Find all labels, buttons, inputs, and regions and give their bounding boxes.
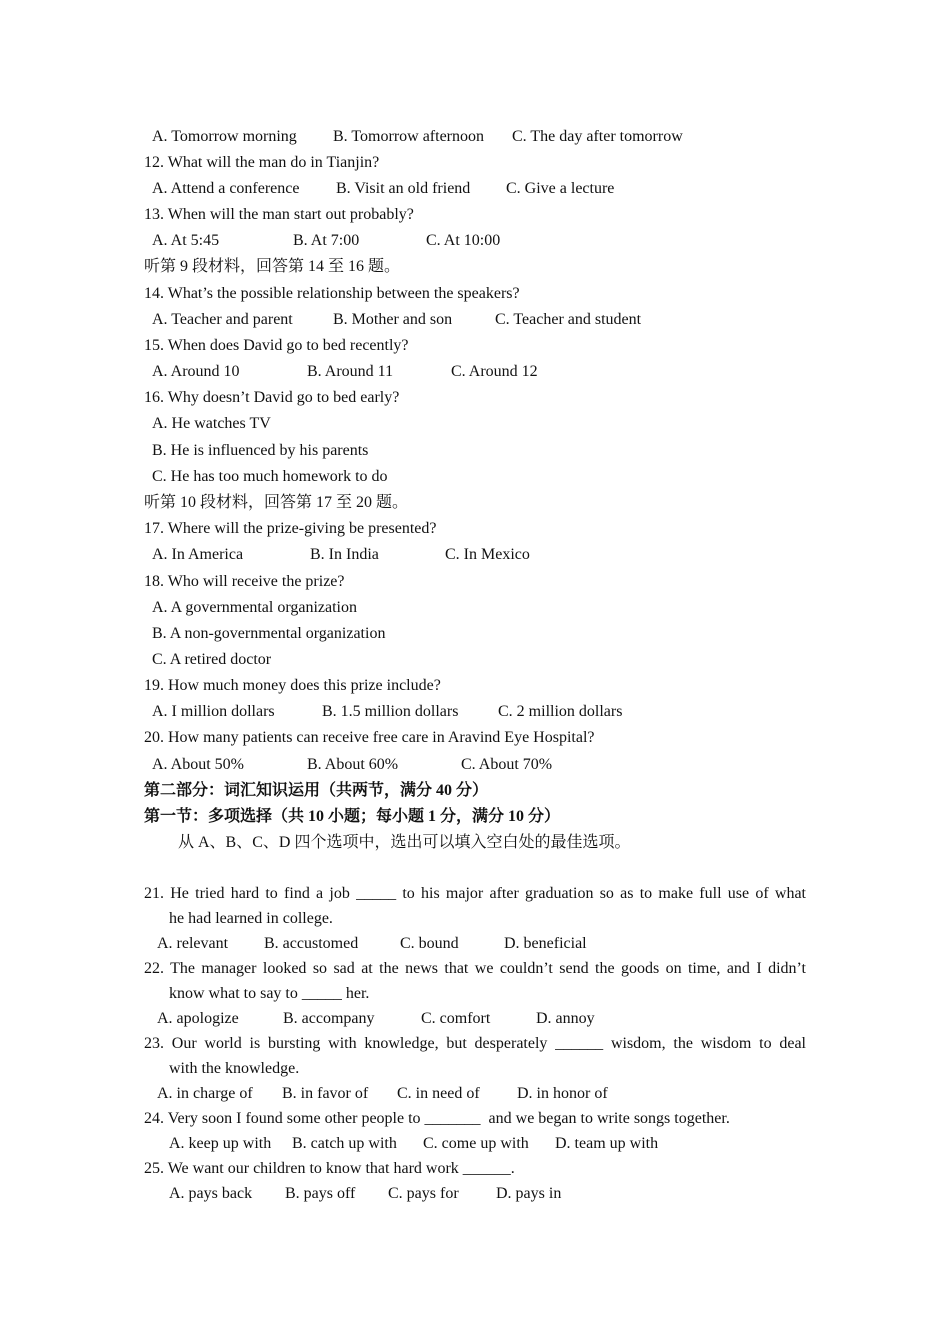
q16-question: 16. Why doesn’t David go to bed early? — [144, 389, 400, 406]
part-2-section-1-heading: 第一节：多项选择（共 10 小题；每小题 1 分，满分 10 分） — [144, 808, 561, 825]
q17-option-a: A. In America — [152, 546, 244, 563]
q15-option-c: C. Around 12 — [451, 363, 538, 380]
q25-option-d: D. pays in — [496, 1185, 562, 1202]
q15-option-a: A. Around 10 — [152, 363, 240, 380]
q15-option-b: B. Around 11 — [307, 363, 394, 380]
section-10-instruction: 听第 10 段材料，回答第 17 至 20 题。 — [144, 494, 409, 511]
q21-question-line-1: 21. He tried hard to find a job _____ to his major after graduation so as to make full use of what — [144, 885, 806, 902]
q25-question: 25. We want our children to know that hard work ______. — [144, 1160, 515, 1177]
q25-option-a: A. pays back — [169, 1185, 253, 1202]
q16-option-a: A. He watches TV — [152, 415, 271, 432]
q14-question: 14. What’s the possible relationship between the speakers? — [144, 285, 520, 302]
q24-option-a: A. keep up with — [169, 1135, 272, 1152]
q19-option-c: C. 2 million dollars — [498, 703, 623, 720]
part-2-heading: 第二部分：词汇知识运用（共两节，满分 40 分） — [144, 782, 489, 799]
q15-question: 15. When does David go to bed recently? — [144, 337, 409, 354]
q12-option-a: A. Attend a conference — [152, 180, 300, 197]
q23-option-c: C. in need of — [397, 1085, 480, 1102]
q14-option-c: C. Teacher and student — [495, 311, 642, 328]
q22-question-line-2: know what to say to _____ her. — [169, 985, 370, 1002]
q21-option-d: D. beneficial — [504, 935, 587, 952]
q17-option-b: B. In India — [310, 546, 379, 563]
q18-option-c: C. A retired doctor — [152, 651, 272, 668]
q23-question-line-2: with the knowledge. — [169, 1060, 300, 1077]
q17-option-c: C. In Mexico — [445, 546, 530, 563]
q21-option-b: B. accustomed — [264, 935, 359, 952]
q11-option-a: A. Tomorrow morning — [152, 128, 297, 145]
q22-option-d: D. annoy — [536, 1010, 595, 1027]
q24-question: 24. Very soon I found some other people to _______ and we began to write songs together. — [144, 1110, 730, 1127]
q23-question-line-1: 23. Our world is bursting with knowledge, but desperately ______ wisdom, the wisdom to deal — [144, 1035, 806, 1052]
q13-option-c: C. At 10:00 — [426, 232, 501, 249]
q22-question-line-1: 22. The manager looked so sad at the news that we couldn’t send the goods on time, and I didn’t — [144, 960, 806, 977]
q24-option-d: D. team up with — [555, 1135, 659, 1152]
q19-option-b: B. 1.5 million dollars — [322, 703, 459, 720]
section-9-instruction: 听第 9 段材料，回答第 14 至 16 题。 — [144, 258, 401, 275]
q14-option-b: B. Mother and son — [333, 311, 453, 328]
q12-option-c: C. Give a lecture — [506, 180, 615, 197]
q11-option-b: B. Tomorrow afternoon — [333, 128, 484, 145]
q18-option-b: B. A non-governmental organization — [152, 625, 386, 642]
q16-option-c: C. He has too much homework to do — [152, 468, 388, 485]
q11-option-c: C. The day after tomorrow — [512, 128, 683, 145]
q12-question: 12. What will the man do in Tianjin? — [144, 154, 380, 171]
q20-option-a: A. About 50% — [152, 756, 244, 773]
q23-option-b: B. in favor of — [282, 1085, 369, 1102]
q23-option-a: A. in charge of — [157, 1085, 253, 1102]
q21-option-c: C. bound — [400, 935, 459, 952]
q20-option-c: C. About 70% — [461, 756, 553, 773]
q21-option-a: A. relevant — [157, 935, 229, 952]
q24-option-c: C. come up with — [423, 1135, 529, 1152]
q25-option-c: C. pays for — [388, 1185, 459, 1202]
part-2-instruction: 从 A、B、C、D 四个选项中，选出可以填入空白处的最佳选项。 — [178, 834, 631, 851]
q22-option-b: B. accompany — [283, 1010, 375, 1027]
q22-option-c: C. comfort — [421, 1010, 491, 1027]
q20-question: 20. How many patients can receive free care in Aravind Eye Hospital? — [144, 729, 595, 746]
q16-option-b: B. He is influenced by his parents — [152, 442, 369, 459]
q21-question-line-2: he had learned in college. — [169, 910, 333, 927]
q13-question: 13. When will the man start out probably? — [144, 206, 414, 223]
q13-option-a: A. At 5:45 — [152, 232, 220, 249]
q14-option-a: A. Teacher and parent — [152, 311, 293, 328]
q12-option-b: B. Visit an old friend — [336, 180, 471, 197]
q18-option-a: A. A governmental organization — [152, 599, 357, 616]
q25-option-b: B. pays off — [285, 1185, 356, 1202]
q22-option-a: A. apologize — [157, 1010, 239, 1027]
q24-option-b: B. catch up with — [292, 1135, 397, 1152]
q17-question: 17. Where will the prize-giving be presented? — [144, 520, 437, 537]
q23-option-d: D. in honor of — [517, 1085, 608, 1102]
q19-option-a: A. I million dollars — [152, 703, 275, 720]
q19-question: 19. How much money does this prize include? — [144, 677, 441, 694]
q18-question: 18. Who will receive the prize? — [144, 573, 345, 590]
q13-option-b: B. At 7:00 — [293, 232, 360, 249]
q20-option-b: B. About 60% — [307, 756, 399, 773]
